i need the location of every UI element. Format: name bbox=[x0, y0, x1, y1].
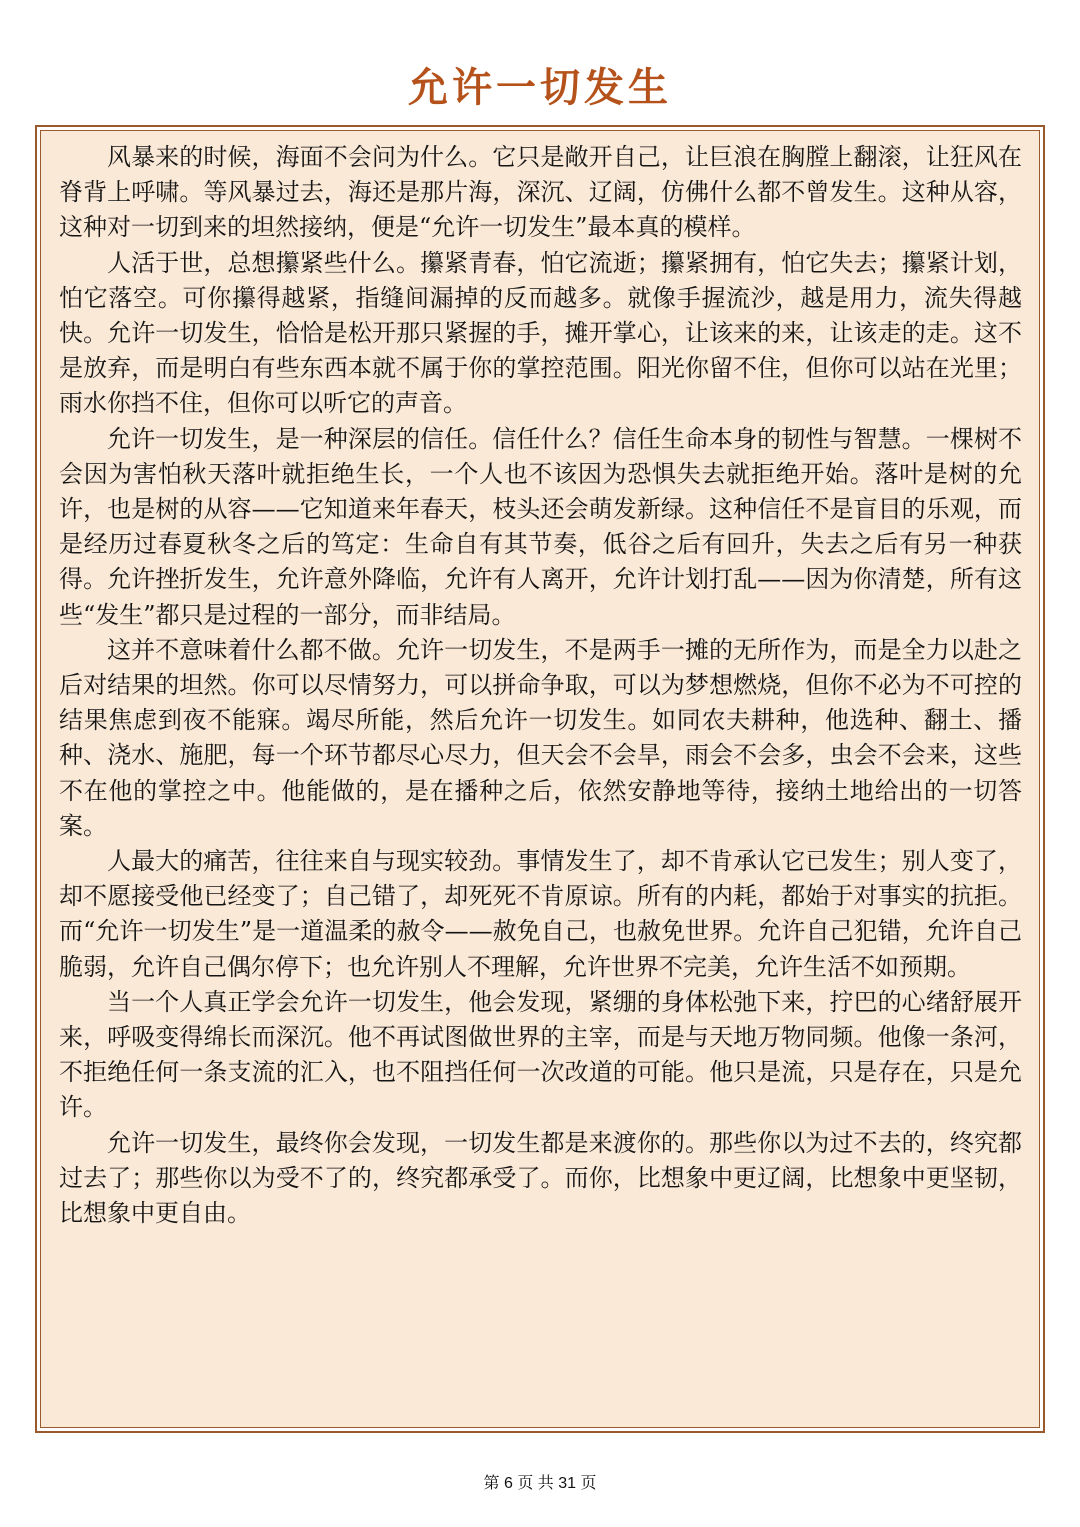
paragraph-6: 当一个人真正学会允许一切发生，他会发现，紧绷的身体松弛下来，拧巴的心绪舒展开来，呼吸变得绵长而深沉。他不再试图做世界的主宰，而是与天地万物同频。他像一条河，不拒绝任何一条支流的汇入，也不阻挡任何一次改道的可能。他只是流，只是存在，只是允许。 bbox=[59, 987, 1022, 1122]
paragraph-1: 风暴来的时候，海面不会问为什么。它只是敞开自己，让巨浪在胸膛上翻滚，让狂风在脊背上呼啸。等风暴过去，海还是那片海，深沉、辽阔，仿佛什么都不曾发生。这种从容，这种对一切到来的坦然接纳，便是“允许一切发生”最本真的模样。 bbox=[59, 143, 1022, 242]
page-number-footer: 第 6 页 共 31 页 bbox=[483, 1475, 597, 1492]
article-body bbox=[40, 130, 1040, 1428]
paragraph-5: 人最大的痛苦，往往来自与现实较劲。事情发生了，却不肯承认它已发生；别人变了，却不愿接受他已经变了；自己错了，却死死不肯原谅。所有的内耗，都始于对事实的抗拒。而“允许一切发生”是一道温柔的赦令——赦免自己，也赦免世界。允许自己犯错，允许自己脆弱，允许自己偶尔停下；也允许别人不理解，允许世界不完美，允许生活不如预期。 bbox=[59, 847, 1022, 981]
page-title: 允许一切发生 bbox=[408, 64, 672, 111]
paragraph-7: 允许一切发生，最终你会发现，一切发生都是来渡你的。那些你以为过不去的，终究都过去了；那些你以为受不了的，终究都承受了。而你，比想象中更辽阔，比想象中更坚韧，比想象中更自由。 bbox=[59, 1128, 1022, 1228]
paragraph-3: 允许一切发生，是一种深层的信任。信任什么？信任生命本身的韧性与智慧。一棵树不会因为害怕秋天落叶就拒绝生长，一个人也不该因为恐惧失去就拒绝开始。落叶是树的允许，也是树的从容——它知道来年春天，枝头还会萌发新绿。这种信任不是盲目的乐观，而是经历过春夏秋冬之后的笃定：生命自有其节奏，低谷之后有回升，失去之后有另一种获得。允许挫折发生，允许意外降临，允许有人离开，允许计划打乱——因为你清楚，所有这些“发生”都只是过程的一部分，而非结局。 bbox=[59, 424, 1022, 629]
paragraph-2: 人活于世，总想攥紧些什么。攥紧青春，怕它流逝；攥紧拥有，怕它失去；攥紧计划，怕它落空。可你攥得越紧，指缝间漏掉的反而越多。就像手握流沙，越是用力，流失得越快。允许一切发生，恰恰是松开那只紧握的手，摊开掌心，让该来的来，让该走的走。这不是放弃，而是明白有些东西本就不属于你的掌控范围。阳光你留不住，但你可以站在光里；雨水你挡不住，但你可以听它的声音。 bbox=[59, 248, 1022, 418]
paragraph-4: 这并不意味着什么都不做。允许一切发生，不是两手一摊的无所作为，而是全力以赴之后对结果的坦然。你可以尽情努力，可以拼命争取，可以为梦想燃烧，但你不必为不可控的结果焦虑到夜不能寐。竭尽所能，然后允许一切发生。如同农夫耕种，他选种、翻土、播种、浇水、施肥，每一个环节都尽心尽力，但天会不会旱，雨会不会多，虫会不会来，这些不在他的掌控之中。他能做的，是在播种之后，依然安静地等待，接纳土地给出的一切答案。 bbox=[59, 635, 1022, 840]
article-frame bbox=[35, 125, 1045, 1433]
